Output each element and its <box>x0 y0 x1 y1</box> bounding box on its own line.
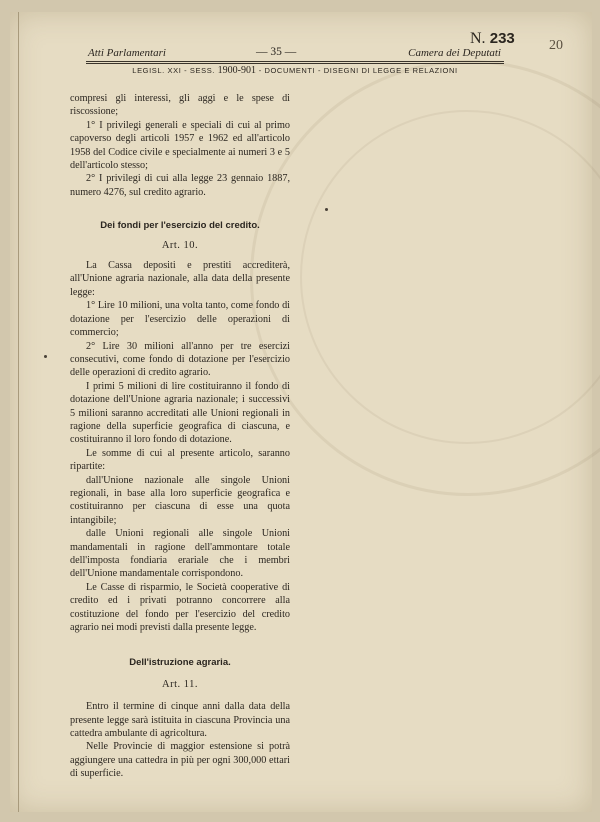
paragraph: 2° I privilegi di cui alla legge 23 gennaio 1887, numero 4276, sul credito agrario. <box>70 173 290 198</box>
subheader <box>125 65 465 76</box>
subheader-rest: - DOCUMENTI - DISEGNI DI LEGGE E RELAZIONI <box>258 66 458 75</box>
page-edge-line <box>18 12 19 812</box>
article-heading: Art. 11. <box>162 678 198 690</box>
header-right: Camera dei Deputati <box>408 47 501 59</box>
margin-dot <box>325 208 328 211</box>
paragraph: 1° I privilegi generali e speciali di cui al primo capoverso degli articoli 1957 e 1962 ed all'articolo 1958 del Codice civile e specialmente ai numeri 3 e 5 dell'articolo stesso; <box>70 119 290 172</box>
paragraph: Entro il termine di cinque anni dalla data della presente legge sarà istituita in ciascuna Provincia una cattedra ambulante di agricoltura. <box>70 701 290 740</box>
text-column <box>70 92 290 781</box>
paragraph: Le somme di cui al presente articolo, saranno ripartite: <box>70 447 290 473</box>
paragraph: Le Casse di risparmio, le Società cooperative di credito ed i privati potranno concorrere alla costituzione del fondo per l'esercizio del credito agrario nei modi previsti dalla presente legge. <box>70 581 290 634</box>
subheader-session: LEGISL. XXI - SESS. <box>132 66 215 75</box>
header-left: Atti Parlamentari <box>88 47 166 59</box>
header-page-number: — 35 — <box>256 46 297 58</box>
paragraph: Nelle Provincie di maggior estensione si potrà aggiungere una cattedra in più per ogni 300,000 ettari di superficie. <box>70 741 290 780</box>
paragraph: dalle Unioni regionali alle singole Unioni mandamentali in ragione dell'ammontare totale dell'imposta fondiaria erariale che i membri dell'Unione mandamentale corrispondono. <box>70 528 290 580</box>
subheader-years: 1900-901 <box>217 65 257 76</box>
document-number-value: 233 <box>489 30 515 47</box>
header-rule-bottom <box>86 63 504 64</box>
side-page-number: 20 <box>549 38 563 53</box>
margin-dot <box>44 355 47 358</box>
header-rule-top <box>86 61 504 62</box>
document-number <box>470 30 515 48</box>
paragraph: compresi gli interessi, gli aggi e le spese di riscossione; <box>70 93 290 118</box>
section-heading: Dei fondi per l'esercizio del credito. <box>100 220 260 232</box>
article-heading: Art. 10. <box>161 239 199 251</box>
paragraph: 2° Lire 30 milioni all'anno per tre esercizi consecutivi, come fondo di dotazione per l'esercizio delle operazioni di credito agrario. <box>70 340 290 379</box>
running-header <box>88 45 501 61</box>
paragraph: La Cassa depositi e prestiti accrediterà, all'Unione agraria nazionale, alla data della presente legge: <box>70 260 290 298</box>
paragraph: 1° Lire 10 milioni, una volta tanto, come fondo di dotazione per l'esercizio delle operazioni di commercio; <box>70 300 290 339</box>
paragraph: dall'Unione nazionale alle singole Unioni regionali, in base alla loro superficie geografica e costituiranno per ciascuna di esse una quota intangibile; <box>70 474 290 526</box>
document-number-prefix: N. <box>470 30 486 47</box>
paragraph: I primi 5 milioni di lire costituiranno il fondo di dotazione dell'Unione agraria nazionale; i successivi 5 milioni saranno accreditati alle Unioni regionali in ragione della superficie geografica di ciascuna, e costituiranno il loro fondo di dotazione. <box>70 380 290 446</box>
section-heading: Dell'istruzione agraria. <box>129 657 231 669</box>
